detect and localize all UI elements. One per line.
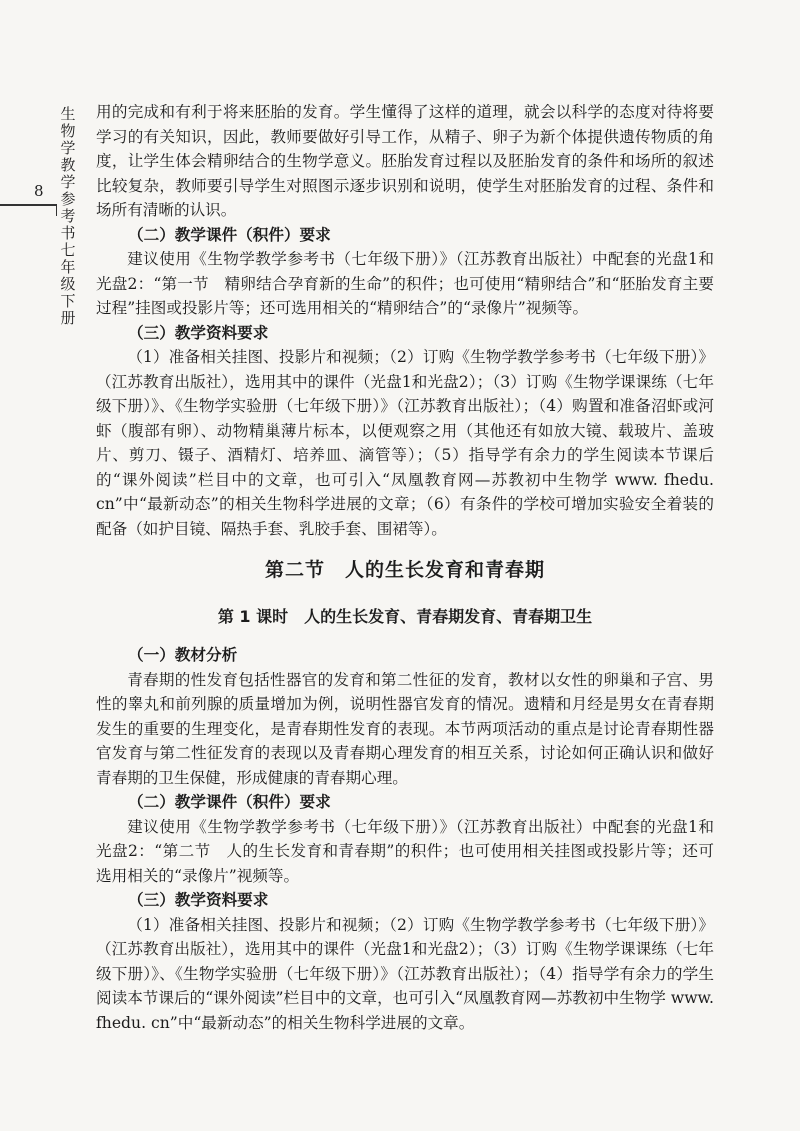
paragraph-textbook-analysis: 青春期的性发育包括性器官的发育和第二性征的发育，教材以女性的卵巢和子宫、男性的睾丸和前列腺的质量增加为例，说明性器官发育的情况。遗精和月经是男女在青春期发生的重要的生理变化，是青春期性发育的表现。本节两项活动的重点是讨论青春期性器官发育与第二性征发育的表现以及青春期心理发育的相互关系，讨论如何正确认识和做好青春期的卫生保健，形成健康的青春期心理。 bbox=[96, 670, 714, 787]
heading-textbook-analysis: （一）教材分析 bbox=[128, 646, 238, 664]
margin-rule bbox=[0, 204, 56, 206]
page-body bbox=[96, 100, 714, 1035]
paragraph-embryo-development: 用的完成和有利于将来胚胎的发育。学生懂得了这样的道理，就会以科学的态度对待将要学习的有关知识，因此，教师要做好引导工作，从精子、卵子为新个体提供遗传物质的角度，让学生体会精卵结合的生物学意义。胚胎发育过程以及胚胎发育的条件和场所的叙述比较复杂，教师要引导学生对照图示逐步识别和说明，使学生对胚胎发育的过程、条件和场所有清晰的认识。 bbox=[96, 103, 714, 219]
heading-courseware-requirements-2: （二）教学课件（积件）要求 bbox=[128, 793, 331, 811]
heading-materials-requirements-2: （三）教学资料要求 bbox=[128, 891, 269, 909]
paragraph-materials-2: （1）准备相关挂图、投影片和视频；（2）订购《生物学教学参考书（七年级下册）》（江苏教育出版社），选用其中的课件（光盘1和光盘2）；（3）订购《生物学课课练（七年级下册）》、《生物学实验册（七年级下册）》（江苏教育出版社）；（4）指导学有余力的学生阅读本节课后的“课外阅读”栏目中的文章，也可引入“凤凰教育网—苏教初中生物学 www. fhedu. cn”中“最新动态”的相关生物科学进展的文章。 bbox=[96, 915, 714, 1032]
heading-materials-requirements: （三）教学资料要求 bbox=[128, 323, 269, 342]
running-head-book-title: 生物学教学参考书七年级下册 bbox=[60, 105, 76, 327]
section-title: 第二节 人的生长发育和青春期 bbox=[264, 559, 545, 581]
lesson-title: 第 1 课时 人的生长发育、青春期发育、青春期卫生 bbox=[217, 607, 593, 626]
heading-courseware-requirements: （二）教学课件（积件）要求 bbox=[128, 225, 331, 244]
paragraph-materials-1: （1）准备相关挂图、投影片和视频；（2）订购《生物学教学参考书（七年级下册）》（江苏教育出版社），选用其中的课件（光盘1和光盘2）；（3）订购《生物学课课练（七年级下册）》、《生物学实验册（七年级下册）》（江苏教育出版社）；（4）购置和准备沼虾或河虾（腹部有卵）、动物精巢薄片标本，以便观察之用（其他还有如放大镜、载玻片、盖玻片、剪刀、镊子、酒精灯、培养皿、滴管等）；（5）指导学有余力的学生阅读本节课后的“课外阅读”栏目中的文章，也可引入“凤凰教育网—苏教初中生物学 www. fhedu. cn”中“最新动态”的相关生物科学进展的文章；（6）有条件的学校可增加实验安全着装的配备（如护目镜、隔热手套、乳胶手套、围裙等）。 bbox=[96, 348, 714, 538]
page-number: 8 bbox=[34, 182, 44, 200]
paragraph-courseware-1: 建议使用《生物学教学参考书（七年级下册）》（江苏教育出版社）中配套的光盘1和光盘2：“第一节 精卵结合孕育新的生命”的积件；也可使用“精卵结合”和“胚胎发育主要过程”挂图或投影片等；还可选用相关的“精卵结合”的“录像片”视频等。 bbox=[96, 250, 714, 317]
margin-rule-tick bbox=[56, 204, 57, 216]
paragraph-courseware-2: 建议使用《生物学教学参考书（七年级下册）》（江苏教育出版社）中配套的光盘1和光盘2：“第二节 人的生长发育和青春期”的积件；也可使用相关挂图或投影片等；还可选用相关的“录像片”视频等。 bbox=[96, 817, 714, 885]
